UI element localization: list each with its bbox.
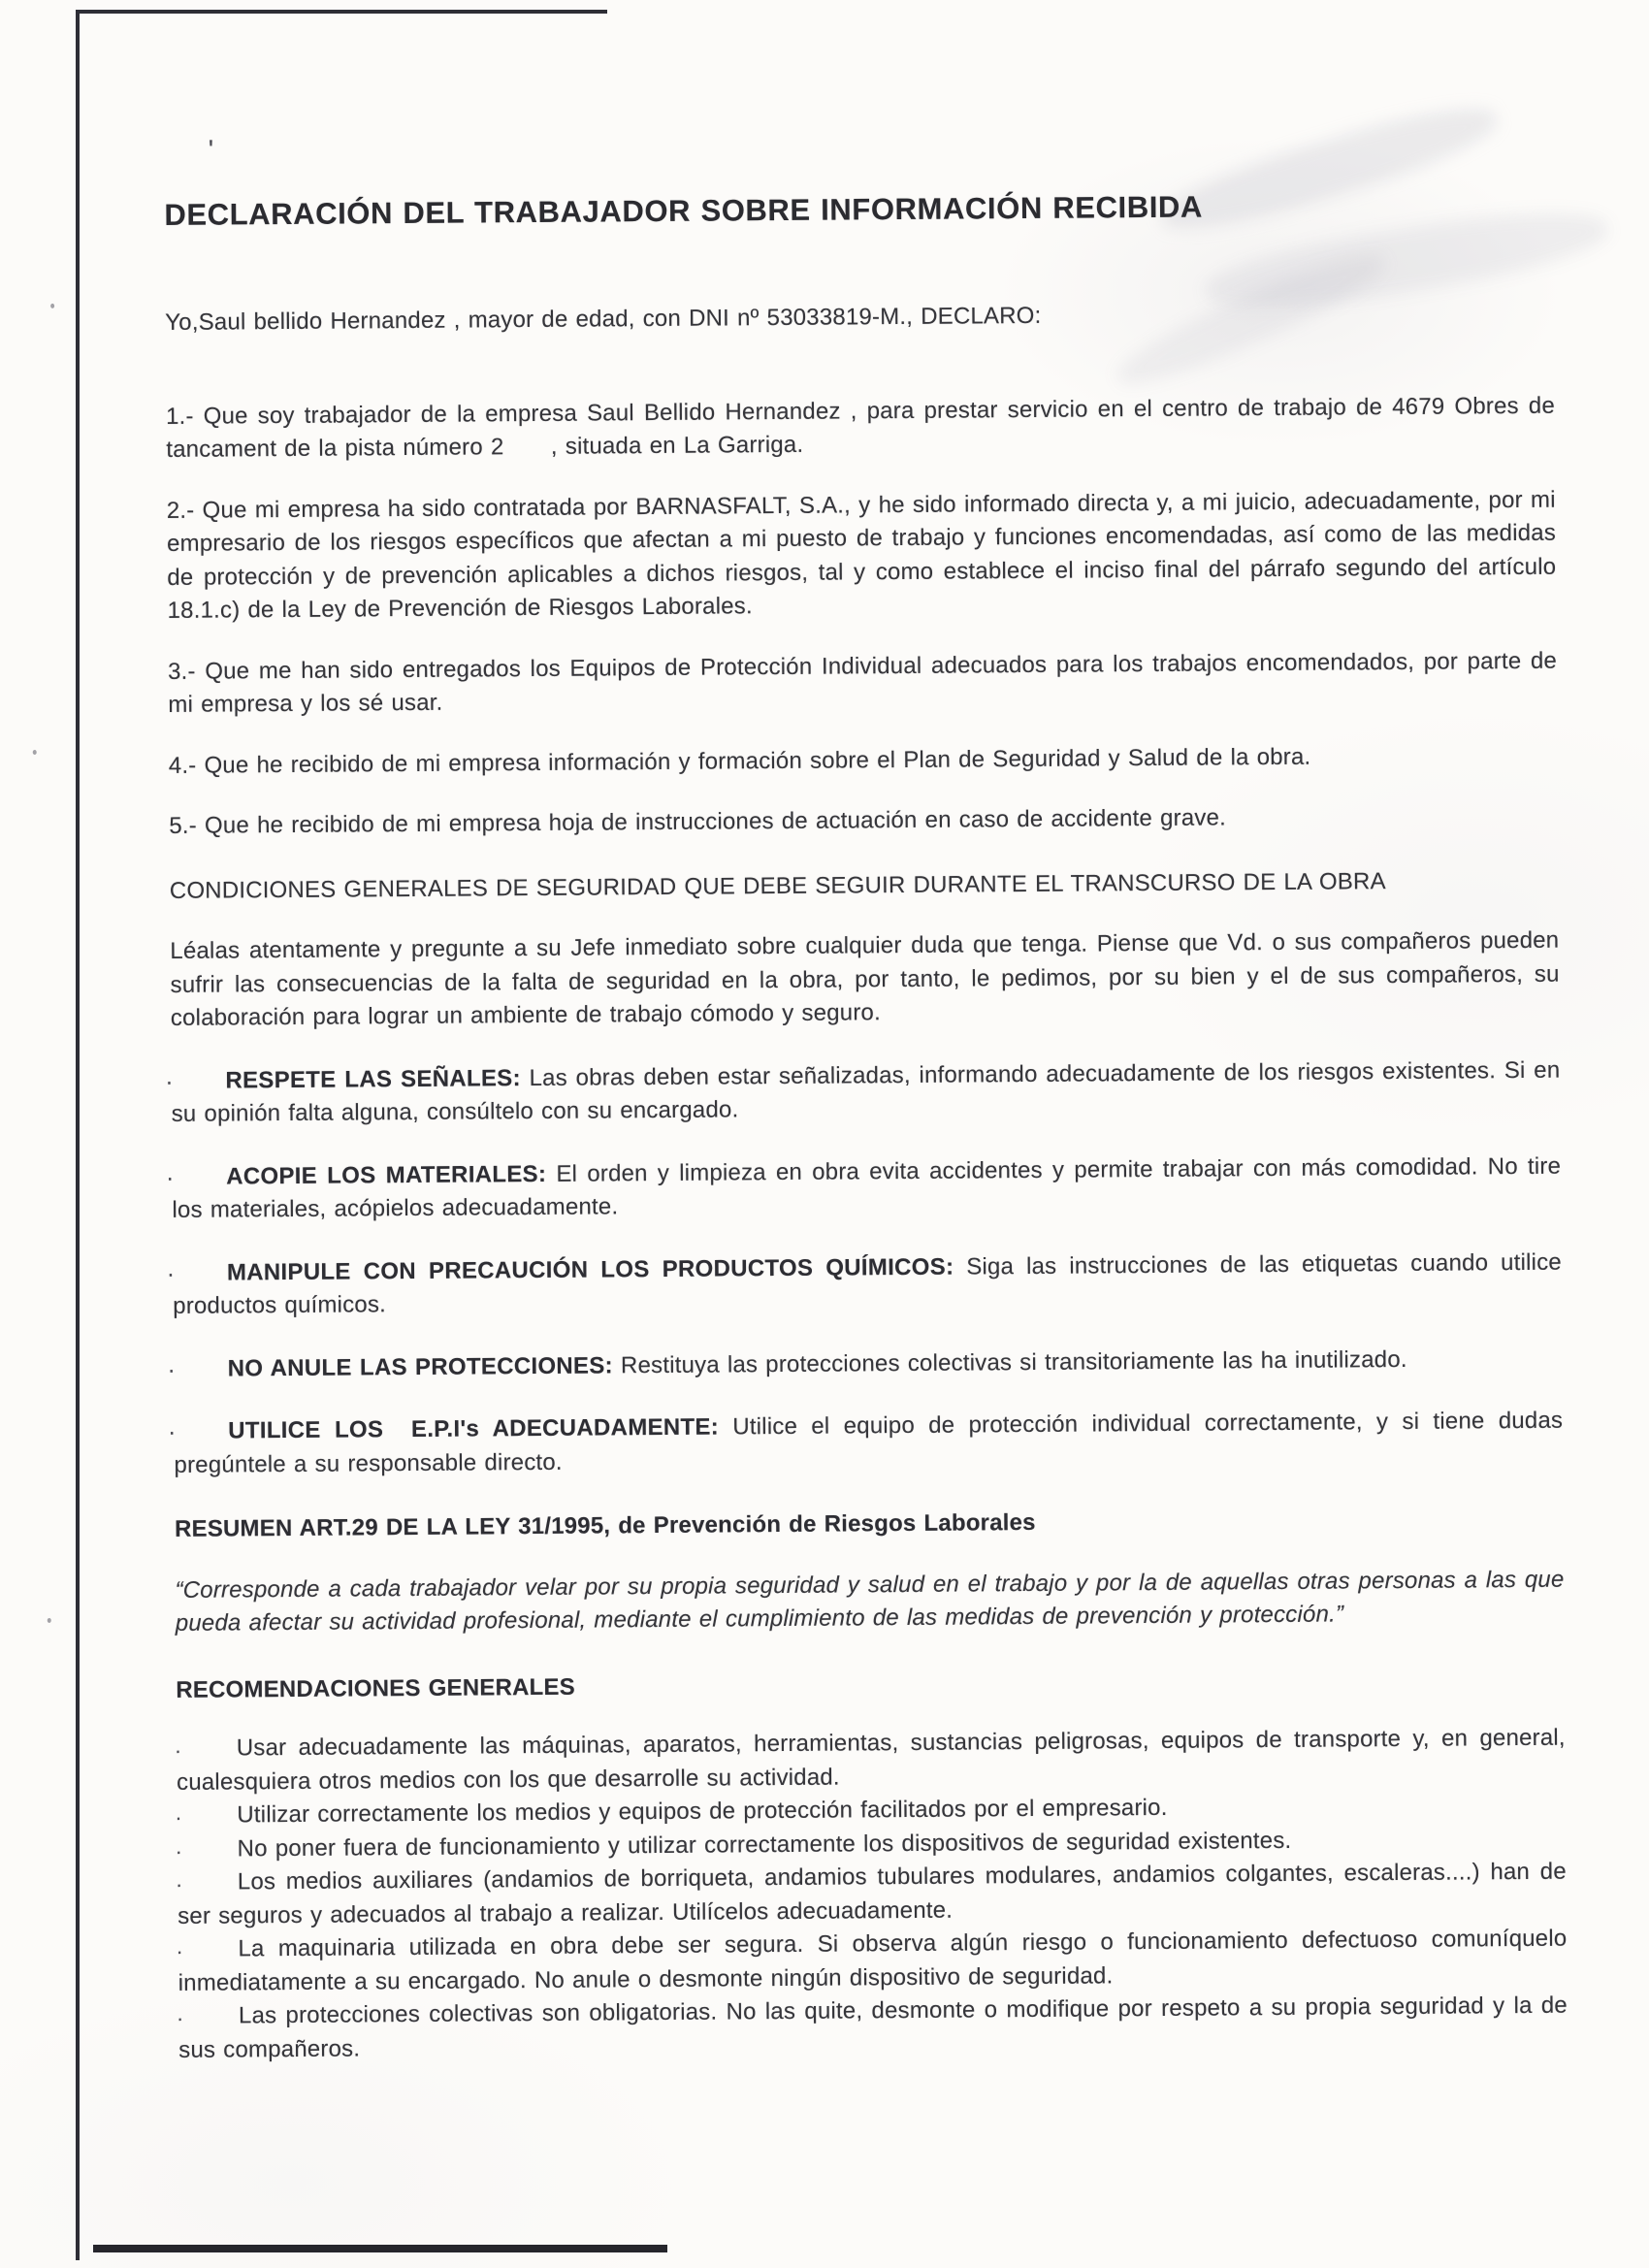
recommendation-text: Los medios auxiliares (andamios de borriqueta, andamios tubulares modulares, andamios colgantes, escaleras....) han de ser seguros y adecuados al trabajo a realizar. Utilícelos adecuadamente. [178, 1858, 1567, 1929]
bullet-dot: · [165, 1068, 174, 1095]
safety-rule-text: Las obras deben estar señalizadas, informando adecuadamente de los riesgos existentes. Si en su opinión falta alguna, consúltelo con su encargado. [171, 1056, 1561, 1127]
safety-rule-respete-senales [165, 1053, 1561, 1131]
bullet-dot: · [166, 1164, 175, 1191]
recomendaciones-generales-header: RECOMENDACIONES GENERALES [176, 1673, 575, 1703]
bullet-dot: · [175, 1838, 183, 1863]
bullet-dot: · [168, 1418, 177, 1445]
recommendation-item [175, 1856, 1567, 1933]
document-title: DECLARACIÓN DEL TRABAJADOR SOBRE INFORMACIÓN RECIBIDA [164, 189, 1204, 232]
safety-rule-text: Utilice el equipo de protección individual correctamente, y si tiene dudas pregúntele a su responsable directo. [174, 1407, 1564, 1478]
safety-rule-label: UTILICE LOS E.P.I's ADECUADAMENTE: [228, 1413, 720, 1444]
safety-rule-label: MANIPULE CON PRECAUCIÓN LOS PRODUCTOS QUÍMICOS: [226, 1253, 954, 1285]
scan-speck [48, 1618, 51, 1623]
safety-rule-productos-quimicos [166, 1246, 1562, 1323]
bullet-dot: · [166, 1260, 176, 1287]
lealas-paragraph: Léalas atentamente y pregunte a su Jefe inmediato sobre cualquier duda que tenga. Piense que Vd. o sus compañeros pueden sufrir las consecuencias de la falta de seguridad en la obra, por tanto, le pedimos, por su bien y el de sus compañeros, su colaboración para lograr un ambiente de trabajo cómodo y seguro. [170, 926, 1560, 1031]
recommendation-text: Las protecciones colectivas son obligatorias. No las quite, desmonte o modifique por respeto a su propia seguridad y la de sus compañeros. [178, 1992, 1568, 2063]
scan-speck [33, 750, 37, 755]
recommendation-item [178, 1990, 1568, 2067]
safety-rule-text: El orden y limpieza en obra evita accidentes y permite trabajar con más comodidad. No tire los materiales, acópielos adecuadamente. [172, 1152, 1562, 1223]
condiciones-generales-header: CONDICIONES GENERALES DE SEGURIDAD QUE DEBE SEGUIR DURANTE EL TRANSCURSO DE LA OBRA [169, 867, 1386, 904]
bullet-dot: · [175, 1804, 182, 1830]
art29-quote: “Corresponde a cada trabajador velar por su propia seguridad y salud en el trabajo y por la de aquellas otras personas a las que pueda afectar su actividad profesional, mediante el cumplimiento de las medidas de prevención y protección.” [175, 1566, 1565, 1636]
scan-speck-mark: ' [208, 134, 214, 165]
document-content [164, 134, 1568, 2067]
bullet-dot: · [167, 1356, 177, 1383]
declaration-item-2: 2.- Que mi empresa ha sido contratada por BARNASFALT, S.A., y he sido informado directa y, a mi juicio, adecuadamente, por mi empresario de los riesgos específicos que afectan a mi puesto de trabajo y funciones encomendadas, así como de las medidas de protección y de prevención aplicables a dichos riesgos, tal y como establece el inciso final del párrafo segundo del artículo 18.1.c) de la Ley de Prevención de Riesgos Laborales. [166, 486, 1557, 624]
declaration-intro: Yo,Saul bellido Hernandez , mayor de edad, con DNI nº 53033819-M., DECLARO: [165, 302, 1042, 336]
resumen-art29-header: RESUMEN ART.29 DE LA LEY 31/1995, de Prevención de Riesgos Laborales [174, 1508, 1036, 1542]
safety-rule-utilice-epis [168, 1405, 1564, 1482]
safety-rule-text: Restituya las protecciones colectivas si transitoriamente las ha inutilizado. [620, 1345, 1407, 1378]
safety-rule-label: NO ANULE LAS PROTECCIONES: [227, 1351, 614, 1381]
recommendation-text: La maquinaria utilizada en obra debe ser segura. Si observa algún riesgo o funcionamiento defectuoso comuníquelo inmediatamente a su encargado. No anule o desmonte ningún dispositivo de seguridad. [178, 1925, 1568, 1996]
recommendation-item [174, 1722, 1566, 1799]
recommendation-item [178, 1923, 1567, 2000]
declaration-item-5: 5.- Que he recibido de mi empresa hoja de instrucciones de actuación en caso de accidente grave. [169, 804, 1227, 839]
safety-rule-no-anule-protecciones [167, 1342, 1563, 1386]
safety-rule-acopie-materiales [166, 1150, 1562, 1227]
recommendation-text: Usar adecuadamente las máquinas, aparatos, herramientas, sustancias peligrosas, equipos de transporte y, en general, cualesquiera otros medios con los que desarrolle su actividad. [176, 1724, 1566, 1796]
recommendation-text: No poner fuera de funcionamiento y utilizar correctamente los dispositivos de seguridad existentes. [237, 1827, 1292, 1862]
bullet-dot: · [174, 1737, 182, 1763]
recommendations-list [174, 1722, 1568, 2067]
declaration-item-4: 4.- Que he recibido de mi empresa información y formación sobre el Plan de Seguridad y Salud de la obra. [168, 743, 1311, 779]
safety-rule-label: ACOPIE LOS MATERIALES: [226, 1160, 547, 1189]
bullet-dot: · [176, 1938, 184, 1963]
safety-rule-label: RESPETE LAS SEÑALES: [225, 1064, 521, 1093]
declaration-item-1: 1.- Que soy trabajador de la empresa Saul Bellido Hernandez , para prestar servicio en el centro de trabajo de 4679 Obres de tancament de la pista número 2 , situada en La Garriga. [165, 392, 1556, 463]
bullet-dot: · [176, 2005, 184, 2030]
bullet-dot: · [175, 1871, 183, 1896]
scan-speck [50, 304, 54, 308]
safety-rule-text: Siga las instrucciones de las etiquetas cuando utilice productos químicos. [173, 1248, 1562, 1319]
declaration-item-3: 3.- Que me han sido entregados los Equipos de Protección Individual adecuados para los trabajos encomendados, por parte de mi empresa y los sé usar. [167, 647, 1558, 718]
recommendation-text: Utilizar correctamente los medios y equipos de protección facilitados por el empresario. [237, 1794, 1168, 1829]
